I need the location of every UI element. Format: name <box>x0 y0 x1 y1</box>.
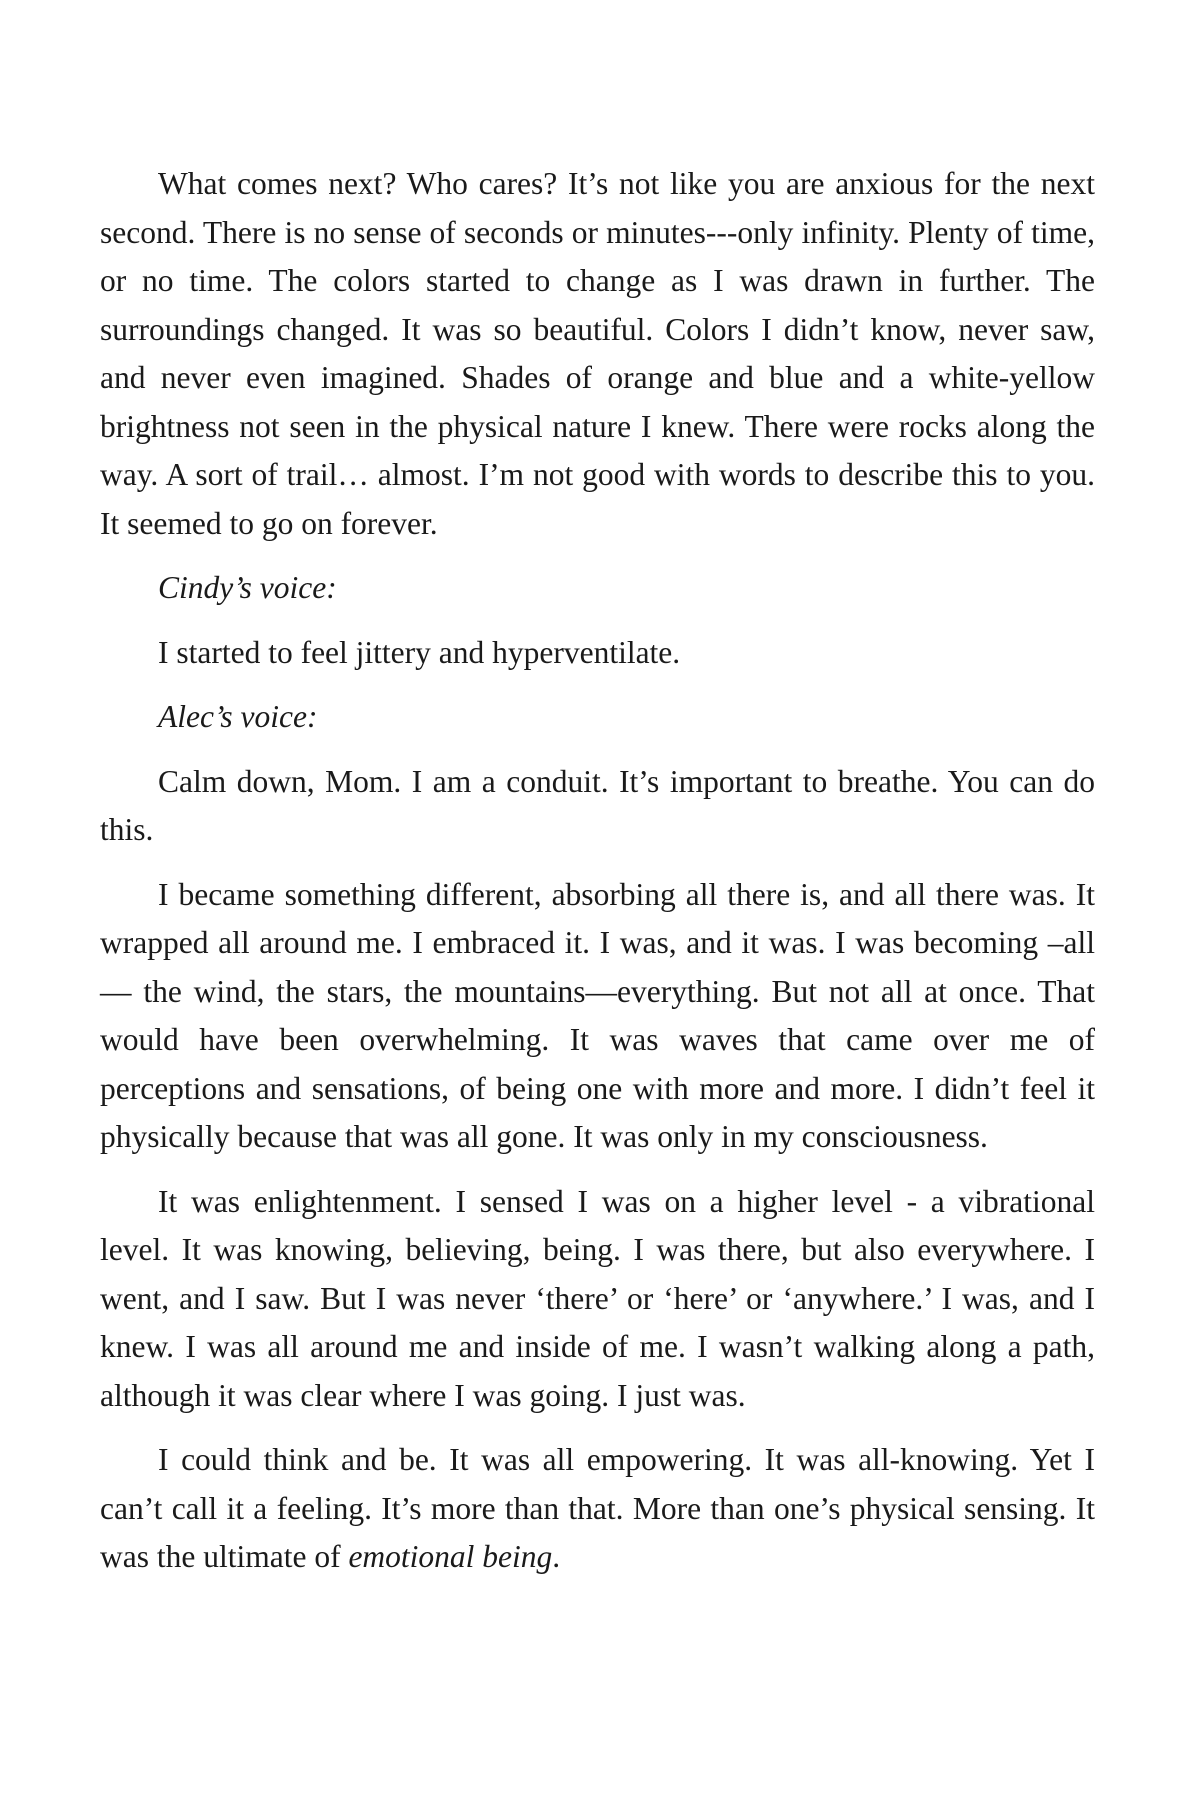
final-paragraph-tail: . <box>552 1539 561 1574</box>
paragraph: I became something different, absorbing all there is, and all there was. It wrapped all around me. I embraced it. I was, and it was. I was becoming –all— the wind, the stars, the mountains—everything. But not all at once. That would have been overwhelming. It was waves that came over me of perceptions and sensations, of being one with more and more. I didn’t feel it physically because that was all gone. It was only in my consciousness. <box>100 876 1095 1154</box>
final-paragraph <box>100 1436 1095 1582</box>
speaker-label: Cindy’s voice: <box>158 570 337 605</box>
paragraph: What comes next? Who cares? It’s not like you are anxious for the next second. There is no sense of seconds or minutes---only infinity. Plenty of time, or no time. The colors started to change as I was drawn in further. The surroundings changed. It was so beautiful. Colors I didn’t know, never saw, and never even imagined. Shades of orange and blue and a white-yellow brightness not seen in the physical nature I knew. There were rocks along the way. A sort of trail… almost. I’m not good with words to describe this to you. It seemed to go on forever. <box>100 166 1095 541</box>
emphasized-phrase: emotional being <box>348 1539 553 1574</box>
speaker-label: Alec’s voice: <box>158 699 318 734</box>
final-paragraph-text: I could think and be. It was all empowering. It was all-knowing. Yet I can’t call it a feeling. It’s more than that. More than one’s physical sensing. It was the ultimate of <box>100 1442 1095 1574</box>
paragraph: Calm down, Mom. I am a conduit. It’s important to breathe. You can do this. <box>100 763 1095 847</box>
paragraph: I started to feel jittery and hyperventilate. <box>158 634 681 670</box>
book-page <box>100 160 1095 1598</box>
paragraph: It was enlightenment. I sensed I was on a higher level - a vibrational level. It was knowing, believing, being. I was there, but also everywhere. I went, and I saw. But I was never ‘there’ or ‘here’ or ‘anywhere.’ I was, and I knew. I was all around me and inside of me. I wasn’t walking along a path, although it was clear where I was going. I just was. <box>100 1183 1095 1413</box>
